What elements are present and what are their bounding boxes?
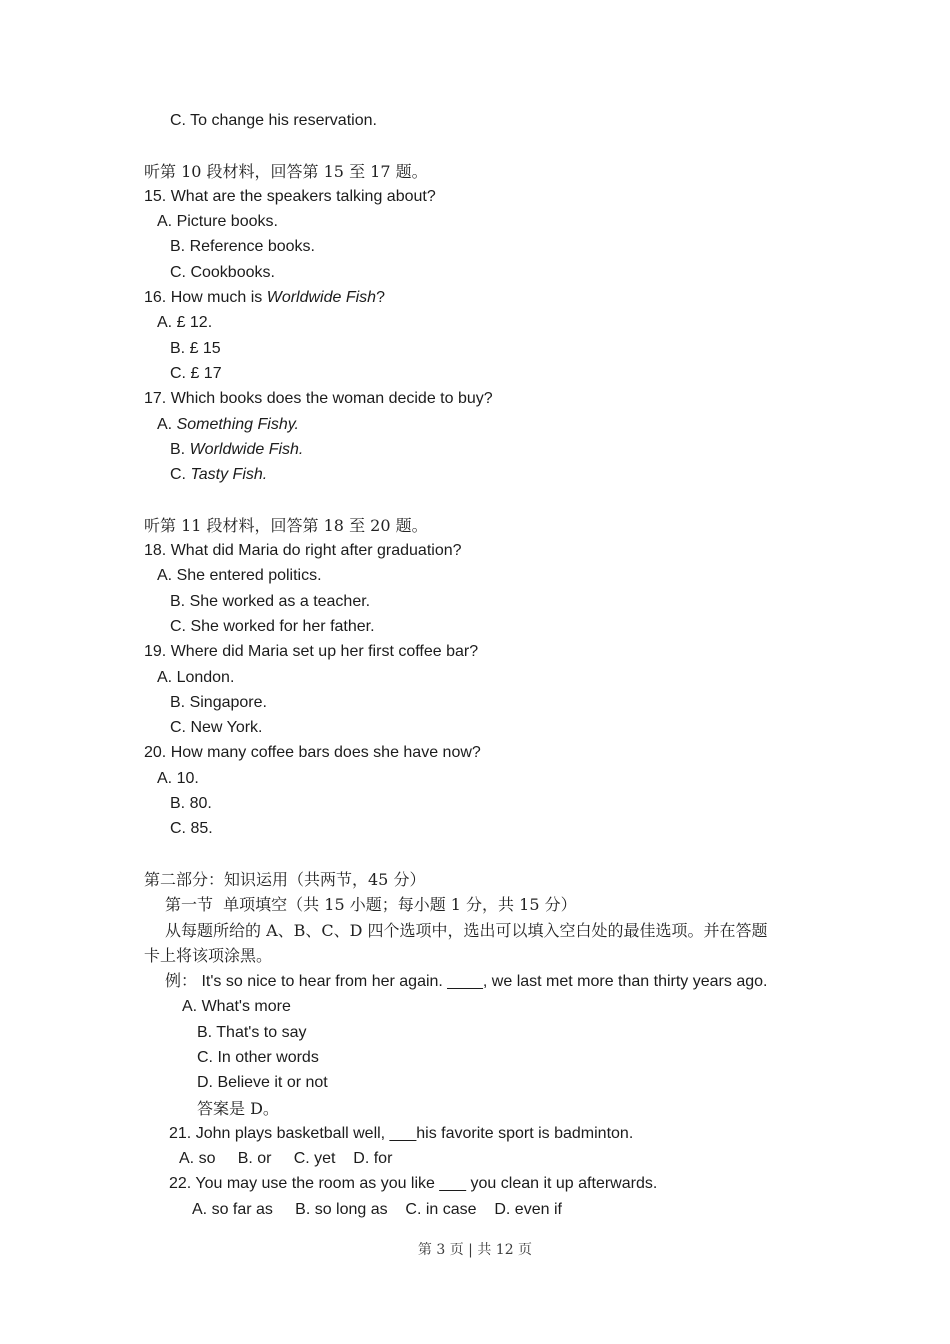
page-footer: 第 3 页 | 共 12 页 — [417, 1242, 533, 1258]
question-16-text: 16. How much is — [144, 289, 267, 307]
part-2-section-1-title: 第一节 单项填空（共 15 小题；每小题 1 分，共 15 分） — [165, 895, 577, 915]
question-17-option-b-title: Worldwide Fish. — [189, 440, 304, 458]
question-15: 15. What are the speakers talking about? — [144, 187, 436, 205]
question-16-option-c: C. £ 17 — [170, 364, 222, 382]
question-17-option-b — [144, 437, 814, 462]
question-15-option-a: A. Picture books. — [157, 213, 278, 231]
part-2-title: 第二部分：知识运用（共两节，45 分） — [144, 869, 426, 889]
question-18-option-c: C. She worked for her father. — [170, 617, 375, 635]
listening-section-11-header: 听第 11 段材料，回答第 18 至 20 题。 — [144, 515, 428, 535]
listening-section-10-header: 听第 10 段材料，回答第 15 至 17 题。 — [144, 161, 428, 181]
question-16-option-b: B. £ 15 — [170, 339, 221, 357]
blank-line — [144, 487, 814, 512]
question-22: 22. You may use the room as you like ___ you clean it up afterwards. — [169, 1175, 658, 1193]
question-17-option-a-title: Something Fishy. — [176, 415, 299, 433]
part-2-instruction-line-2: 卡上将该项涂黑。 — [144, 945, 273, 965]
example-option-c: C. In other words — [197, 1048, 319, 1066]
question-17-option-c-letter: C. — [170, 466, 191, 484]
example-label: 例： — [165, 971, 198, 991]
prev-question-option-c: C. To change his reservation. — [170, 112, 377, 129]
question-22-options: A. so far as B. so long as C. in case D. even if — [192, 1200, 562, 1218]
question-21-options: A. so B. or C. yet D. for — [179, 1150, 393, 1168]
question-17-option-c-title: Tasty Fish. — [190, 466, 268, 484]
question-18-option-a: A. She entered politics. — [157, 567, 322, 585]
question-20-option-a: A. 10. — [157, 769, 199, 787]
question-19-option-c: C. New York. — [170, 719, 263, 737]
question-16-option-a: A. £ 12. — [157, 314, 213, 332]
question-18: 18. What did Maria do right after graduation? — [144, 542, 462, 560]
question-18-option-b: B. She worked as a teacher. — [170, 592, 371, 610]
question-19-option-a: A. London. — [157, 668, 235, 686]
question-19: 19. Where did Maria set up her first coffee bar? — [144, 643, 479, 661]
question-15-option-c: C. Cookbooks. — [170, 263, 275, 281]
question-16 — [144, 285, 814, 310]
example-option-d: D. Believe it or not — [197, 1074, 328, 1092]
part-2-instruction-line-1: 从每题所给的 A、B、C、D 四个选项中，选出可以填入空白处的最佳选项。并在答题 — [165, 920, 768, 940]
question-16-book-title: Worldwide Fish — [266, 289, 377, 307]
question-20: 20. How many coffee bars does she have now? — [144, 744, 481, 762]
example-text: It's so nice to hear from her again. ____, we last met more than thirty years ago. — [197, 973, 768, 991]
example-sentence — [144, 968, 814, 994]
question-17-option-c — [144, 462, 814, 487]
example-option-b: B. That's to say — [197, 1023, 307, 1041]
question-19-option-b: B. Singapore. — [170, 693, 267, 711]
question-20-option-c: C. 85. — [170, 820, 213, 838]
example-answer: 答案是 D。 — [197, 1098, 279, 1118]
question-17-option-b-letter: B. — [170, 440, 190, 458]
question-16-question-mark: ? — [376, 289, 385, 307]
question-15-option-b: B. Reference books. — [170, 238, 315, 256]
question-17-option-a-letter: A. — [157, 415, 177, 433]
example-option-a: A. What's more — [182, 998, 291, 1016]
blank-line — [144, 133, 814, 158]
question-21: 21. John plays basketball well, ___his favorite sport is badminton. — [169, 1124, 634, 1142]
question-17-option-a — [144, 412, 814, 437]
question-17: 17. Which books does the woman decide to buy? — [144, 390, 493, 408]
exam-content — [144, 108, 814, 1222]
question-20-option-b: B. 80. — [170, 795, 212, 813]
blank-line — [144, 842, 814, 867]
